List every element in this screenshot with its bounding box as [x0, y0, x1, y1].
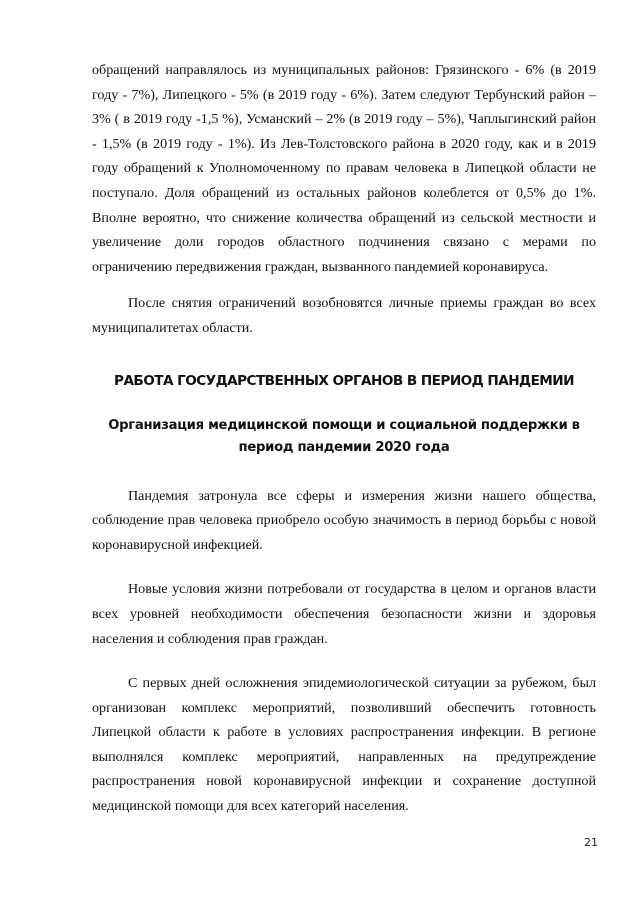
paragraph-new-conditions: Новые условия жизни потребовали от государства в целом и органов власти всех уровней необходимости обеспечения безопасности жизни и здоровья населения и соблюдения прав граждан.: [92, 581, 596, 647]
section-heading: РАБОТА ГОСУДАРСТВЕННЫХ ОРГАНОВ В ПЕРИОД ПАНДЕМИИ: [114, 372, 574, 389]
paragraph-pandemic-impact: Пандемия затронула все сферы и измерения жизни нашего общества, соблюдение прав человека приобрело особую значимость в период борьбы с новой коронавирусной инфекцией.: [92, 487, 596, 553]
paragraph-district-statistics: обращений направлялось из муниципальных районов: Грязинского - 6% (в 2019 году - 7%), Липецкого - 5% (в 2019 году - 6%). Затем следуют Тербунский район – 3% ( в 2019 году -1,5 %), Усманский – 2% (в 2019 году – 5%), Чаплыгинский район - 1,5% (в 2019 году - 1%). Из Лев-Толстовского района в 2020 году, как и в 2019 году обращений к Уполномоченному по правам человека в Липецкой области не поступало. Доля обращений из остальных районов колеблется от 0,5% до 1%. Вполне вероятно, что снижение количества обращений из сельской местности и увеличение доли городов областного подчинения связано с мерами по ограничению передвижения граждан, вызванного пандемией коронавируса.: [92, 62, 596, 275]
paragraph-measures: С первых дней осложнения эпидемиологической ситуации за рубежом, был организован комплекс мероприятий, позволивший обеспечить готовность Липецкой области к работе в условиях распространения инфекции. В регионе выполнялся комплекс мероприятий, направленных на предупреждение распространения новой коронавирусной инфекции и сохранение доступной медицинской помощи для всех категорий населения.: [92, 675, 596, 815]
subsection-heading: Организация медицинской помощи и социальной поддержки в период пандемии 2020 года: [108, 417, 580, 455]
page-number: 21: [584, 836, 598, 849]
document-page: [92, 58, 596, 819]
paragraph-personal-receptions: После снятия ограничений возобновятся личные приемы граждан во всех муниципалитетах области.: [92, 295, 596, 336]
